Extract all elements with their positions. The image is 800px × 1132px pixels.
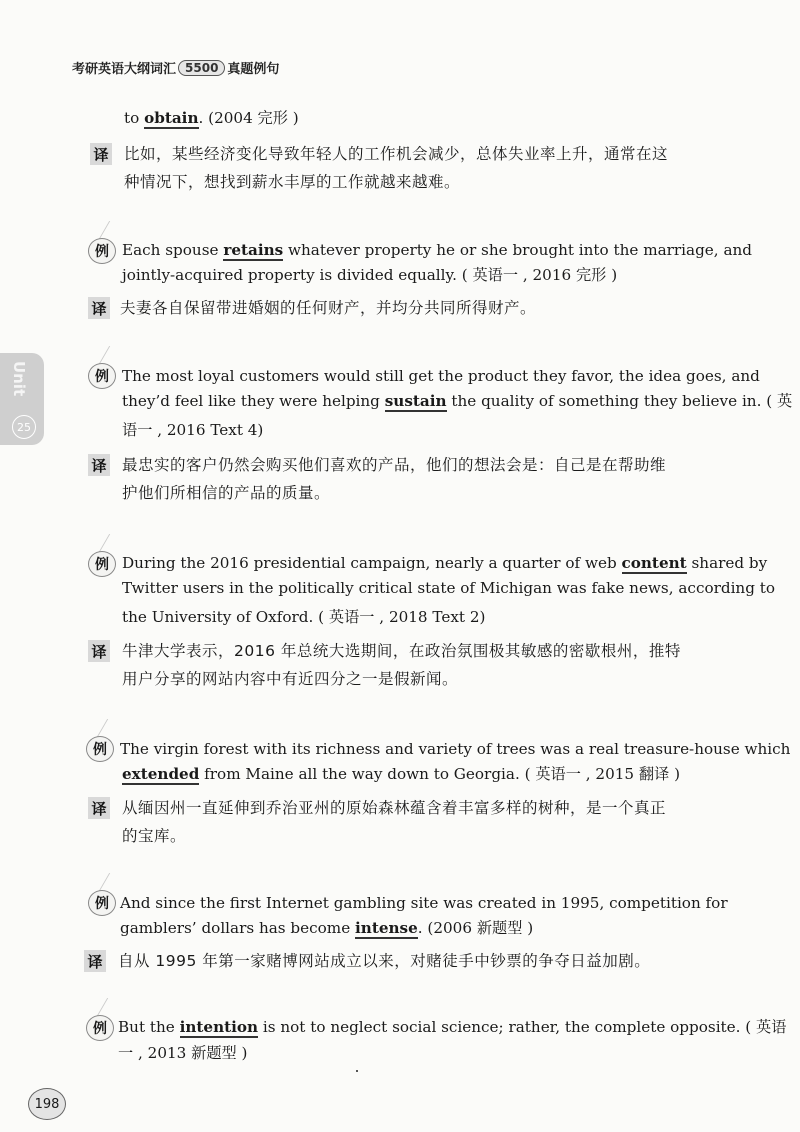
translation-line: 最忠实的客户仍然会购买他们喜欢的产品，他们的想法会是：自己是在帮助维 [122, 456, 667, 474]
unit-label: Unit [10, 361, 28, 397]
example-line: the University of Oxford. ( 英语一 , 2018 Text 2) [122, 608, 486, 626]
translation-line: 自从 1995 年第一家赌博网站成立以来，对赌徒手中钞票的争夺日益加剧。 [118, 952, 651, 970]
unit-number: 25 [12, 415, 36, 439]
page-number: 198 [28, 1088, 66, 1120]
keyword: extended [122, 765, 200, 783]
example-marker: 例 [84, 733, 114, 761]
example-line: And since the first Internet gambling site was created in 1995, competition for [120, 894, 728, 912]
example-marker: 例 [86, 887, 116, 915]
quill-icon [99, 873, 124, 891]
translation-marker: 译 [90, 143, 112, 165]
example-line: 语一 , 2016 Text 4) [122, 421, 264, 439]
keyword: intense [355, 919, 418, 937]
translation-marker: 译 [84, 950, 106, 972]
example-line: gamblers’ dollars has become intense. (2006 新题型 ) [120, 919, 534, 937]
example-marker: 例 [86, 360, 116, 388]
example-marker: 例 [84, 1012, 114, 1040]
translation-line: 牛津大学表示，2016 年总统大选期间，在政治氛围极其敏感的密歇根州，推特 [122, 642, 681, 660]
translation-line: 夫妻各自保留带进婚姻的任何财产，并均分共同所得财产。 [120, 299, 537, 317]
example-line: But the intention is not to neglect social science; rather, the complete opposite. ( 英语 [118, 1018, 787, 1036]
unit-tab [0, 353, 44, 445]
example-line: they’d feel like they were helping sustain the quality of something they believe in. ( 英 [122, 392, 793, 410]
translation-line: 种情况下，想找到薪水丰厚的工作就越来越难。 [124, 173, 461, 191]
page-dot [356, 1070, 358, 1072]
header-badge: 5500 [178, 60, 225, 76]
header-title-right: 真题例句 [227, 62, 280, 77]
quill-icon [97, 998, 122, 1016]
translation-line: 比如，某些经济变化导致年轻人的工作机会减少，总体失业率上升，通常在这 [124, 145, 669, 163]
keyword: sustain [384, 392, 447, 410]
example-line: The virgin forest with its richness and variety of trees was a real treasure-house which [120, 740, 791, 758]
quill-icon [99, 221, 124, 239]
translation-line: 护他们所相信的产品的质量。 [122, 484, 331, 502]
translation-marker: 译 [88, 454, 110, 476]
translation-marker: 译 [88, 797, 110, 819]
keyword: retains [223, 241, 284, 259]
running-header [72, 58, 279, 77]
example-marker: 例 [86, 548, 116, 576]
example-line: extended from Maine all the way down to Georgia. ( 英语一 , 2015 翻译 ) [122, 765, 681, 783]
example-line: Each spouse retains whatever property he or she brought into the marriage, and [122, 241, 753, 259]
keyword: content [621, 554, 687, 572]
quill-icon [97, 719, 122, 737]
quill-icon [99, 534, 124, 552]
keyword: obtain [144, 109, 199, 127]
example-line: Twitter users in the politically critical state of Michigan was fake news, according to [122, 579, 776, 597]
example-marker: 例 [86, 235, 116, 263]
header-title-left: 考研英语大纲词汇 [72, 62, 177, 77]
example-line: to obtain. (2004 完形 ) [124, 109, 299, 127]
example-line: The most loyal customers would still get the product they favor, the idea goes, and [122, 367, 760, 385]
translation-line: 用户分享的网站内容中有近四分之一是假新闻。 [122, 670, 459, 688]
translation-line: 的宝库。 [122, 827, 187, 845]
example-line: During the 2016 presidential campaign, nearly a quarter of web content shared by [122, 554, 768, 572]
example-line: 一 , 2013 新题型 ) [118, 1044, 248, 1062]
quill-icon [99, 346, 124, 364]
translation-marker: 译 [88, 640, 110, 662]
keyword: intention [179, 1018, 259, 1036]
translation-line: 从缅因州一直延伸到乔治亚州的原始森林蕴含着丰富多样的树种，是一个真正 [122, 799, 667, 817]
example-line: jointly-acquired property is divided equally. ( 英语一 , 2016 完形 ) [122, 266, 618, 284]
translation-marker: 译 [88, 297, 110, 319]
